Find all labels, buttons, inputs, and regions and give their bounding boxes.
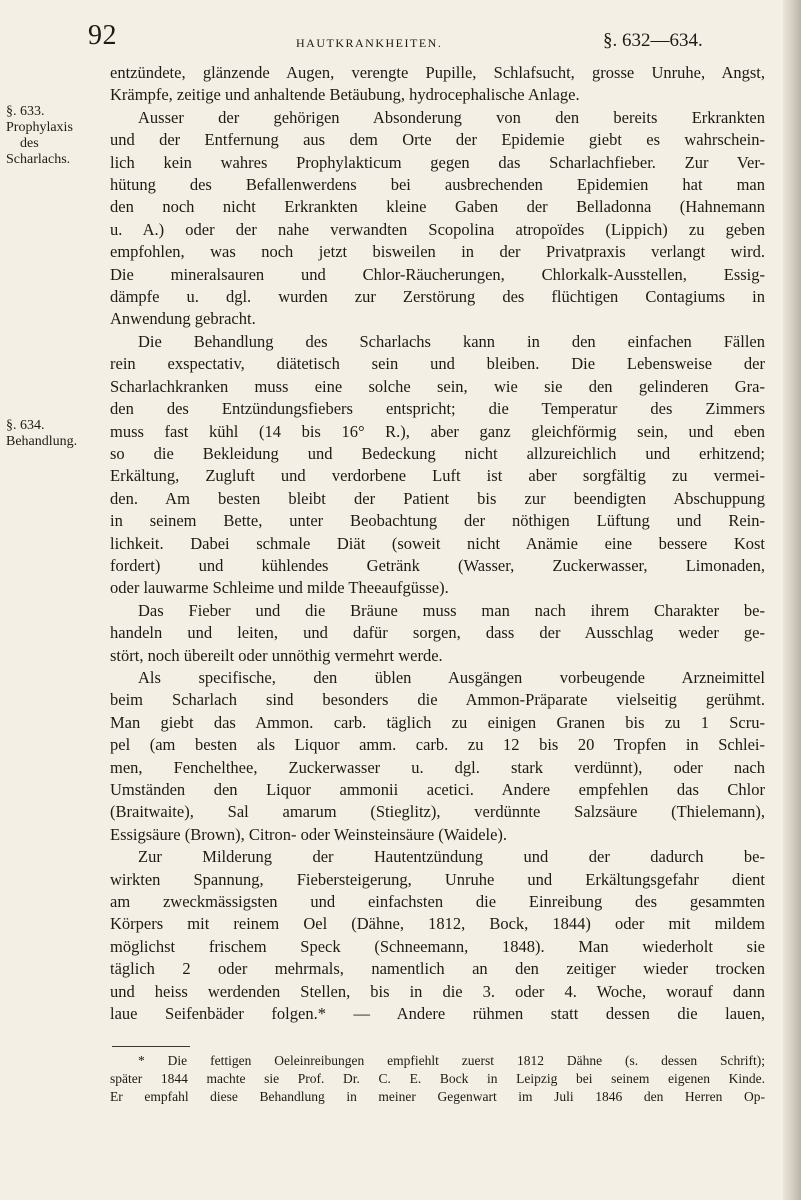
text-line: Als specifische, den üblen Ausgängen vorbeugende Arzneimittel — [138, 667, 765, 687]
text-line: Zur Milderung der Hautentzündung und der dadurch be- — [138, 847, 765, 867]
text-line: und der Entfernung aus dem Orte der Epidemie giebt es wahrschein- — [110, 130, 765, 150]
margin-note-line: §. 633. — [6, 104, 45, 119]
text-line: Man giebt das Ammon. carb. täglich zu einigen Granen bis zu 1 Scru- — [110, 712, 765, 732]
text-line: so die Bekleidung und Bedeckung nicht allzureichlich und erhitzend; — [110, 443, 765, 463]
text-line: den noch nicht Erkrankten kleine Gaben der Belladonna (Hahnemann — [110, 197, 765, 217]
section-range: §. 632—634. — [603, 30, 703, 51]
text-line: u. A.) oder der nahe verwandten Scopolina atropoïdes (Lippich) zu geben — [110, 219, 765, 239]
text-line: Anwendung gebracht. — [110, 309, 256, 329]
footnote-line: später 1844 machte sie Prof. Dr. C. E. Bock in Leipzig bei seinem eigenen Kinde. — [110, 1071, 765, 1086]
text-line: täglich 2 oder mehrmals, namentlich an den zeitiger wieder trocken — [110, 959, 765, 979]
text-line: in seinem Bette, unter Beobachtung der nöthigen Lüftung und Rein- — [110, 511, 765, 531]
text-line: lichkeit. Dabei schmale Diät (soweit nicht Anämie eine bessere Kost — [110, 533, 765, 553]
text-line: handeln und leiten, und dafür sorgen, dass der Ausschlag weder ge- — [110, 623, 765, 643]
footnote — [110, 1052, 765, 1106]
text-line: oder lauwarme Schleime und milde Theeaufgüsse). — [110, 578, 449, 598]
text-line: beim Scharlach sind besonders die Ammon-Präparate vielseitig gerühmt. — [110, 690, 765, 710]
text-line: Körpers mit reinem Oel (Dähne, 1812, Bock, 1844) oder mit mildem — [110, 914, 765, 934]
footnote-line: Er empfahl diese Behandlung in meiner Gegenwart im Juli 1846 den Herren Op- — [110, 1089, 765, 1104]
margin-note-behandlung — [6, 418, 96, 450]
running-head: HAUTKRANKHEITEN. — [296, 36, 443, 50]
text-line: Umständen den Liquor ammonii acetici. Andere empfehlen das Chlor — [110, 780, 765, 799]
text-line: Das Fieber und die Bräune muss man nach ihrem Charakter be- — [138, 600, 765, 620]
text-line: muss fast kühl (14 bis 16° R.), aber ganz gleichförmig sein, und eben — [110, 421, 765, 441]
text-line: möglichst frischem Speck (Schneemann, 1848). Man wiederholt sie — [110, 936, 765, 956]
text-line: Essigsäure (Brown), Citron- oder Weinsteinsäure (Waidele). — [110, 824, 508, 844]
text-line: dämpfe u. dgl. wurden zur Zerstörung des flüchtigen Contagiums in — [110, 287, 765, 307]
text-line: stört, noch übereilt oder unnöthig vermehrt werde. — [110, 645, 443, 665]
page-number: 92 — [88, 20, 117, 51]
footnote-rule — [112, 1046, 190, 1047]
margin-note-line: Prophylaxis — [6, 120, 73, 135]
text-line: und heiss werdenden Stellen, bis in die 3. oder 4. Woche, worauf dann — [110, 981, 765, 1001]
margin-note-prophylaxis — [6, 104, 96, 168]
text-line: entzündete, glänzende Augen, verengte Pupille, Schlafsucht, grosse Unruhe, Angst, — [110, 63, 765, 82]
text-line: (Braitwaite), Sal amarum (Stieglitz), verdünnte Salzsäure (Thielemann), — [110, 802, 765, 822]
text-line: Scharlachkranken muss eine solche sein, wie sie den gelinderen Gra- — [110, 376, 765, 396]
text-line: den. Am besten bleibt der Patient bis zur beendigten Abschuppung — [110, 488, 765, 508]
text-line: pel (am besten als Liquor amm. carb. zu 12 bis 20 Tropfen in Schlei- — [110, 735, 765, 755]
text-line: laue Seifenbäder folgen.* — Andere rühmen statt dessen die lauen, — [110, 1004, 765, 1024]
margin-note-line: Scharlachs. — [6, 152, 71, 167]
binding-edge — [783, 0, 801, 1200]
text-line: Ausser der gehörigen Absonderung von den bereits Erkrankten — [138, 107, 765, 127]
text-line: Krämpfe, zeitige und anhaltende Betäubung, hydrocephalische Anlage. — [110, 85, 580, 105]
footnote-line: * Die fettigen Oeleinreibungen empfiehlt zuerst 1812 Dähne (s. dessen Schrift); — [138, 1053, 765, 1068]
text-line: fordert) und kühlendes Getränk (Wasser, Zuckerwasser, Limonaden, — [110, 555, 765, 575]
text-line: men, Fenchelthee, Zuckerwasser u. dgl. stark verdünnt), oder nach — [110, 757, 765, 777]
margin-note-line: des — [20, 136, 39, 151]
margin-note-line: Behandlung. — [6, 434, 78, 449]
body-text — [110, 62, 765, 1025]
text-line: am zweckmässigsten und einfachsten die Einreibung des gesammten — [110, 892, 765, 912]
text-line: wirkten Spannung, Fiebersteigerung, Unruhe und Erkältungsgefahr dient — [110, 869, 765, 889]
text-line: empfohlen, was noch jetzt bisweilen in der Privatpraxis verlangt wird. — [110, 242, 765, 262]
text-line: hütung des Befallenwerdens bei ausbrechenden Epidemien hat man — [110, 175, 765, 195]
text-line: rein exspectativ, diätetisch sein und bleiben. Die Lebensweise der — [110, 354, 765, 374]
text-line: Erkältung, Zugluft und verdorbene Luft ist aber sorgfältig zu vermei- — [110, 466, 765, 486]
text-line: Die mineralsauren und Chlor-Räucherungen, Chlorkalk-Ausstellen, Essig- — [110, 264, 765, 284]
margin-note-line: §. 634. — [6, 418, 45, 433]
text-line: Die Behandlung des Scharlachs kann in den einfachen Fällen — [138, 331, 765, 351]
text-line: den des Entzündungsfiebers entspricht; die Temperatur des Zimmers — [110, 399, 765, 419]
text-line: lich kein wahres Prophylakticum gegen das Scharlachfieber. Zur Ver- — [110, 152, 765, 172]
